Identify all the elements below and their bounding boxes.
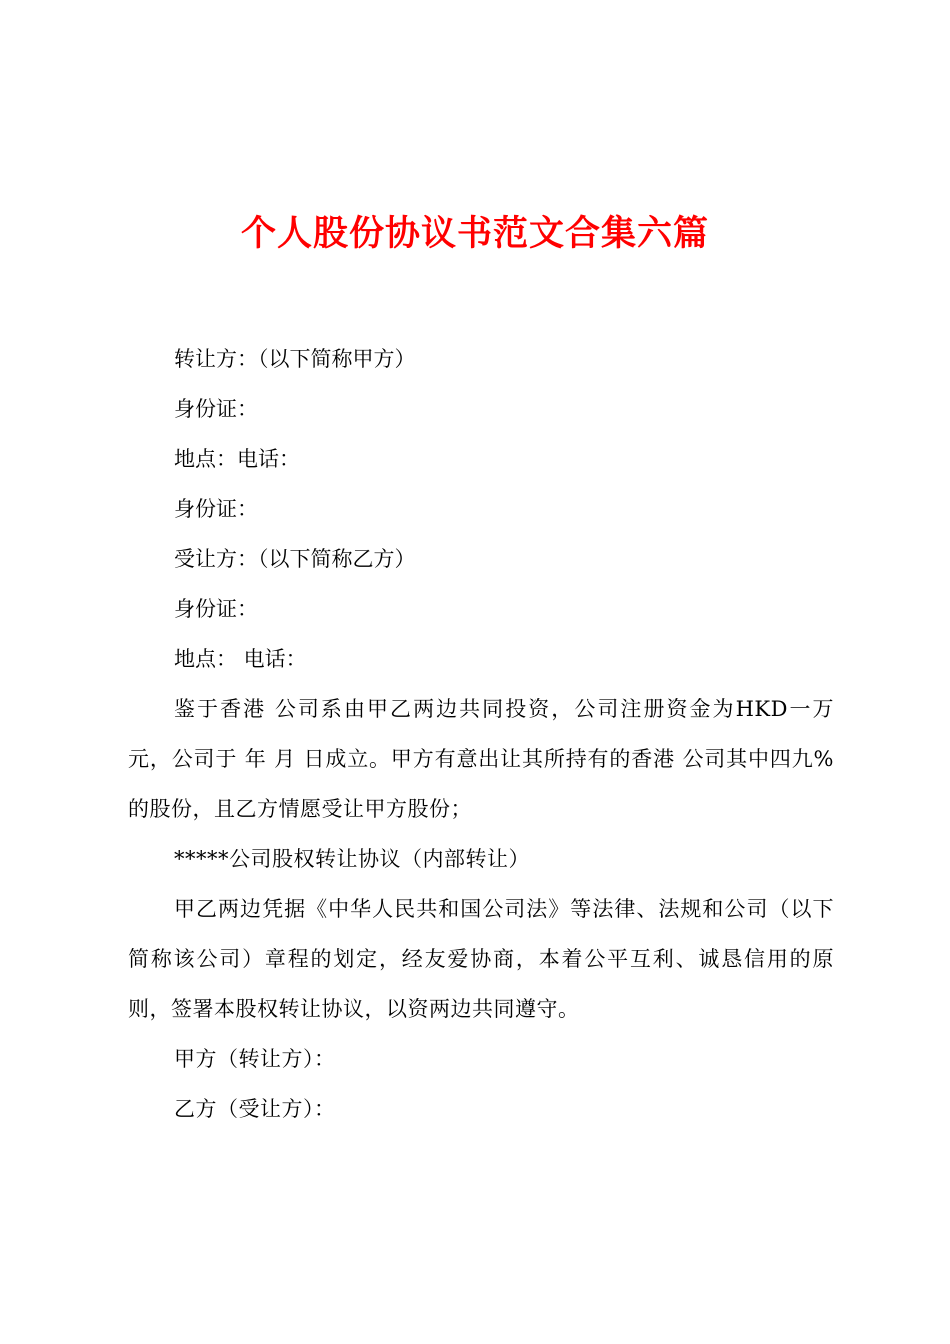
transferor-id-line: 身份证：: [174, 397, 258, 421]
transferor-line: 转让方：（以下简称甲方）: [174, 347, 416, 371]
basis-paragraph: 甲乙两边凭据《中华人民共和国公司法》等法律、法规和公司（以下简称该公司）章程的划定，经友爱协商，本着公平互利、诚恳信用的原则，签署本股权转让协议，以资两边共同遵守。: [128, 897, 834, 1021]
document-body: [128, 345, 834, 1134]
document-title: 个人股份协议书范文合集六篇: [240, 213, 709, 254]
transferee-address-line: 地点： 电话：: [174, 647, 307, 671]
party-a-line: 甲方（转让方）：: [174, 1047, 336, 1071]
second-id-line: 身份证：: [174, 497, 258, 521]
transferee-line: 受让方：（以下简称乙方）: [174, 547, 416, 571]
recital-paragraph: 鉴于香港 公司系由甲乙两边共同投资，公司注册资金为HKD一万元，公司于 年 月 日成立。甲方有意出让其所持有的香港 公司其中四九%的股份，且乙方情愿受让甲方股份；: [128, 697, 834, 821]
transferor-address-line: 地点：电话：: [174, 447, 300, 471]
transferee-id-line: 身份证：: [174, 597, 258, 621]
agreement-title-paragraph: *****公司股权转让协议（内部转让）: [174, 847, 530, 871]
party-b-line: 乙方（受让方）：: [174, 1097, 336, 1121]
